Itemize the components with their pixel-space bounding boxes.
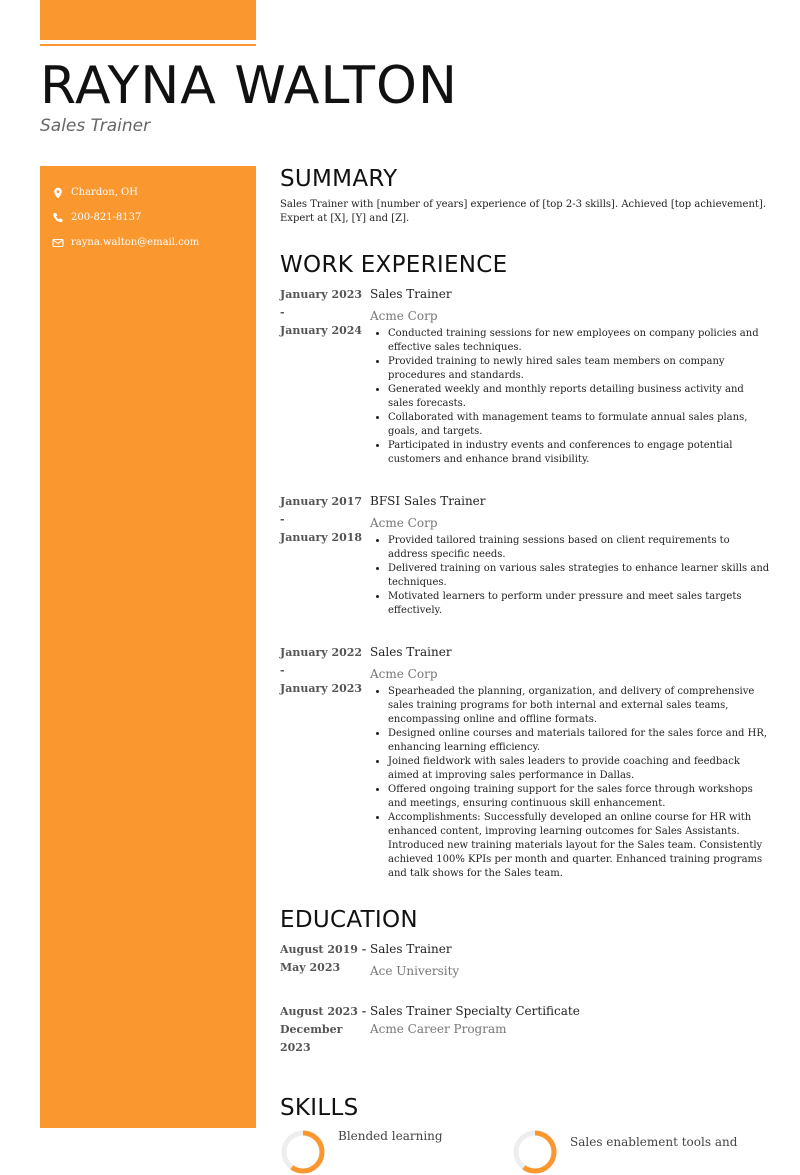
candidate-title: Sales Trainer bbox=[40, 116, 151, 136]
education-details bbox=[370, 1003, 770, 1057]
job-date-dash: - bbox=[280, 513, 285, 526]
job-start-date: January 2023 bbox=[280, 288, 363, 301]
job-company: Acme Corp bbox=[370, 516, 438, 530]
job-bullet: • Conducted training sessions for new employees on company policies and effective sales techniques. bbox=[388, 327, 770, 355]
skill-item bbox=[512, 1129, 744, 1175]
job-bullet: • Participated in industry events and conferences to engage potential customers and enhance brand visibility. bbox=[388, 439, 770, 467]
contact-phone bbox=[52, 205, 256, 230]
education-school: Ace University bbox=[370, 964, 460, 978]
job-bullet: • Generated weekly and monthly reports detailing business activity and sales forecasts. bbox=[388, 383, 770, 411]
job-role: Sales Trainer bbox=[370, 287, 452, 301]
job-details bbox=[370, 493, 770, 618]
skill-name: Blended learning bbox=[338, 1129, 443, 1143]
skills-section bbox=[280, 1095, 770, 1175]
education-start-date: August 2019 - bbox=[280, 943, 367, 956]
job-role: BFSI Sales Trainer bbox=[370, 494, 486, 508]
contact-phone-text: 200-821-8137 bbox=[71, 212, 142, 223]
main-content bbox=[280, 166, 770, 1175]
job-bullet: • Provided tailored training sessions based on client requirements to address specific needs. bbox=[388, 534, 770, 562]
skill-level-ring bbox=[280, 1129, 326, 1175]
header-accent-line bbox=[40, 44, 256, 46]
contact-email[interactable] bbox=[52, 230, 256, 255]
sidebar bbox=[40, 166, 256, 1128]
job-bullet: • Provided training to newly hired sales team members on company procedures and standards. bbox=[388, 355, 770, 383]
education-entry bbox=[280, 1003, 770, 1057]
job-bullet: • Designed online courses and materials tailored for the sales force and HR, enhancing learning efficiency. bbox=[388, 727, 770, 755]
job-dates bbox=[280, 286, 370, 467]
skill-level-ring bbox=[512, 1129, 558, 1175]
education-heading: EDUCATION bbox=[280, 907, 418, 933]
contact-list bbox=[40, 166, 256, 255]
education-end-date: May 2023 bbox=[280, 961, 341, 974]
job-entry bbox=[280, 644, 770, 881]
education-school: Acme Career Program bbox=[370, 1022, 507, 1036]
job-bullets bbox=[370, 327, 770, 467]
mail-icon bbox=[52, 237, 64, 249]
skills-list bbox=[280, 1129, 770, 1175]
job-start-date: January 2022 bbox=[280, 646, 363, 659]
skill-name: Sales enablement tools and bbox=[570, 1135, 738, 1149]
job-dates bbox=[280, 493, 370, 618]
education-dates bbox=[280, 941, 370, 979]
summary-heading: SUMMARY bbox=[280, 166, 398, 192]
summary-text: Sales Trainer with [number of years] experience of [top 2-3 skills]. Achieved [top achievement]. Expert at [X], [Y] and [Z]. bbox=[280, 199, 766, 224]
experience-section bbox=[280, 252, 770, 881]
job-bullet: • Spearheaded the planning, organization, and delivery of comprehensive sales training programs for both internal and external sales teams, encompassing online and offline formats. bbox=[388, 685, 770, 727]
contact-location-text: Chardon, OH bbox=[71, 187, 138, 198]
job-bullet: • Offered ongoing training support for the sales force through workshops and meetings, ensuring continuous skill enhancement. bbox=[388, 783, 770, 811]
job-bullet: • Motivated learners to perform under pressure and meet sales targets effectively. bbox=[388, 590, 770, 618]
job-date-dash: - bbox=[280, 664, 285, 677]
job-role: Sales Trainer bbox=[370, 645, 452, 659]
job-entry bbox=[280, 493, 770, 618]
candidate-name: RAYNA WALTON bbox=[40, 56, 458, 116]
job-bullet: • Joined fieldwork with sales leaders to provide coaching and feedback aimed at improving sales performance in Dallas. bbox=[388, 755, 770, 783]
job-entry bbox=[280, 286, 770, 467]
education-details bbox=[370, 941, 770, 979]
education-degree: Sales Trainer Specialty Certificate bbox=[370, 1004, 580, 1018]
phone-icon bbox=[52, 212, 64, 224]
education-section bbox=[280, 907, 770, 1057]
job-company: Acme Corp bbox=[370, 667, 438, 681]
job-bullet: • Delivered training on various sales strategies to enhance learner skills and techniques. bbox=[388, 562, 770, 590]
job-end-date: January 2024 bbox=[280, 324, 363, 337]
contact-email-text[interactable]: rayna.walton@email.com bbox=[71, 237, 200, 248]
job-dates bbox=[280, 644, 370, 881]
job-details bbox=[370, 286, 770, 467]
summary-section bbox=[280, 166, 770, 226]
skills-heading: SKILLS bbox=[280, 1095, 359, 1121]
education-degree: Sales Trainer bbox=[370, 942, 452, 956]
job-date-dash: - bbox=[280, 306, 285, 319]
experience-heading: WORK EXPERIENCE bbox=[280, 252, 508, 278]
skill-item bbox=[280, 1129, 512, 1175]
job-bullet: • Collaborated with management teams to formulate annual sales plans, goals, and targets. bbox=[388, 411, 770, 439]
job-start-date: January 2017 bbox=[280, 495, 363, 508]
header-accent-bar bbox=[40, 0, 256, 40]
location-pin-icon bbox=[52, 187, 64, 199]
education-end-date: December 2023 bbox=[280, 1023, 343, 1054]
contact-location bbox=[52, 180, 256, 205]
job-bullets bbox=[370, 534, 770, 618]
job-end-date: January 2023 bbox=[280, 682, 363, 695]
job-bullet: • Accomplishments: Successfully developed an online course for HR with enhanced content, improving learning outcomes for Sales Assistants. Introduced new training materials layout for the Sales team. Consistently achieved 100% KPIs per month and quarter. Enhanced training programs and talk shows for the Sales team. bbox=[388, 811, 770, 881]
education-start-date: August 2023 - bbox=[280, 1005, 367, 1018]
job-end-date: January 2018 bbox=[280, 531, 363, 544]
education-dates bbox=[280, 1003, 370, 1057]
education-entry bbox=[280, 941, 770, 979]
job-company: Acme Corp bbox=[370, 309, 438, 323]
job-details bbox=[370, 644, 770, 881]
job-bullets bbox=[370, 685, 770, 881]
